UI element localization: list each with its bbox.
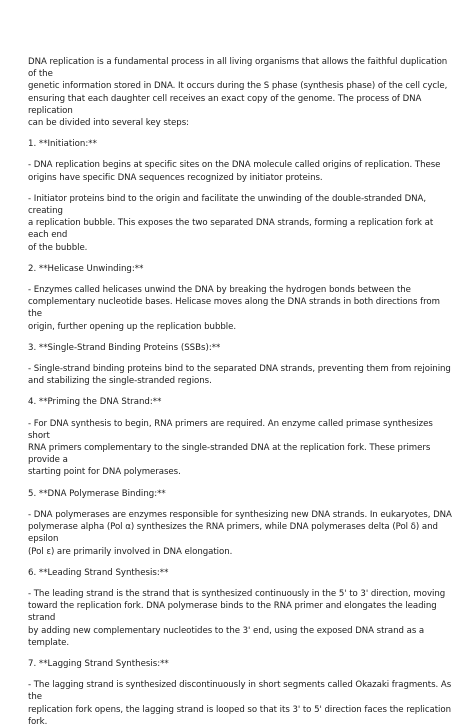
section-paragraph: - Enzymes called helicases unwind the DNA by breaking the hydrogen bonds between the complementary nucleotide bases. Helicase moves along the DNA strands in both directions from the origin, further opening up the replication bubble. (28, 285, 440, 332)
section-paragraph: - DNA replication begins at specific sites on the DNA molecule called origins of replication. These origins have specific DNA sequences recognized by initiator proteins. (28, 160, 441, 183)
section-heading: 6. **Leading Strand Synthesis:** (28, 567, 169, 578)
section-initiation (28, 138, 452, 254)
section-heading: 7. **Lagging Strand Synthesis:** (28, 658, 169, 669)
section-paragraph: - Initiator proteins bind to the origin and facilitate the unwinding of the double-stranded DNA, creating a replication bubble. This exposes the two separated DNA strands, forming a replication fork at each end of the bubble. (28, 193, 434, 253)
section-heading: 5. **DNA Polymerase Binding:** (28, 488, 166, 499)
section-priming (28, 396, 452, 478)
section-heading: 3. **Single-Strand Binding Proteins (SSBs):** (28, 342, 221, 353)
section-heading: 1. **Initiation:** (28, 139, 97, 150)
section-leading-strand (28, 567, 452, 649)
section-paragraph: - For DNA synthesis to begin, RNA primers are required. An enzyme called primase synthesizes short RNA primers complementary to the single-stranded DNA at the replication fork. These primers provide a starting point for DNA polymerases. (28, 418, 433, 478)
section-single-strand-binding-proteins (28, 342, 452, 388)
section-lagging-strand (28, 658, 452, 728)
section-heading: 4. **Priming the DNA Strand:** (28, 397, 162, 408)
section-paragraph: - Single-strand binding proteins bind to the separated DNA strands, preventing them from rejoining and stabilizing the single-stranded regions. (28, 364, 451, 387)
intro-paragraph: DNA replication is a fundamental process in all living organisms that allows the faithful duplication of the genetic information stored in DNA. It occurs during the S phase (synthesis phase) of the cell cycle, ensuring that each daughter cell receives an exact copy of the genome. The process of DNA replication can be divided into several key steps: (28, 57, 448, 129)
document-body (28, 56, 452, 728)
section-paragraph: - The leading strand is the strand that is synthesized continuously in the 5' to 3' direction, moving toward the replication fork. DNA polymerase binds to the RNA primer and elongates the leading strand by adding new complementary nucleotides to the 3' end, using the exposed DNA strand as a template. (28, 588, 446, 648)
section-paragraph: - The lagging strand is synthesized discontinuously in short segments called Okazaki fragments. As the replication fork opens, the lagging strand is looped so that its 3' to 5' direction faces the replication fork. (28, 680, 452, 727)
section-helicase-unwinding (28, 263, 452, 333)
section-heading: 2. **Helicase Unwinding:** (28, 263, 144, 274)
section-paragraph: - DNA polymerases are enzymes responsible for synthesizing new DNA strands. In eukaryotes, DNA polymerase alpha (Pol α) synthesizes the RNA primers, while DNA polymerases delta (Pol δ) and epsilon (Pol ε) are primarily involved in DNA elongation. (28, 509, 452, 557)
section-dna-polymerase-binding (28, 488, 452, 558)
